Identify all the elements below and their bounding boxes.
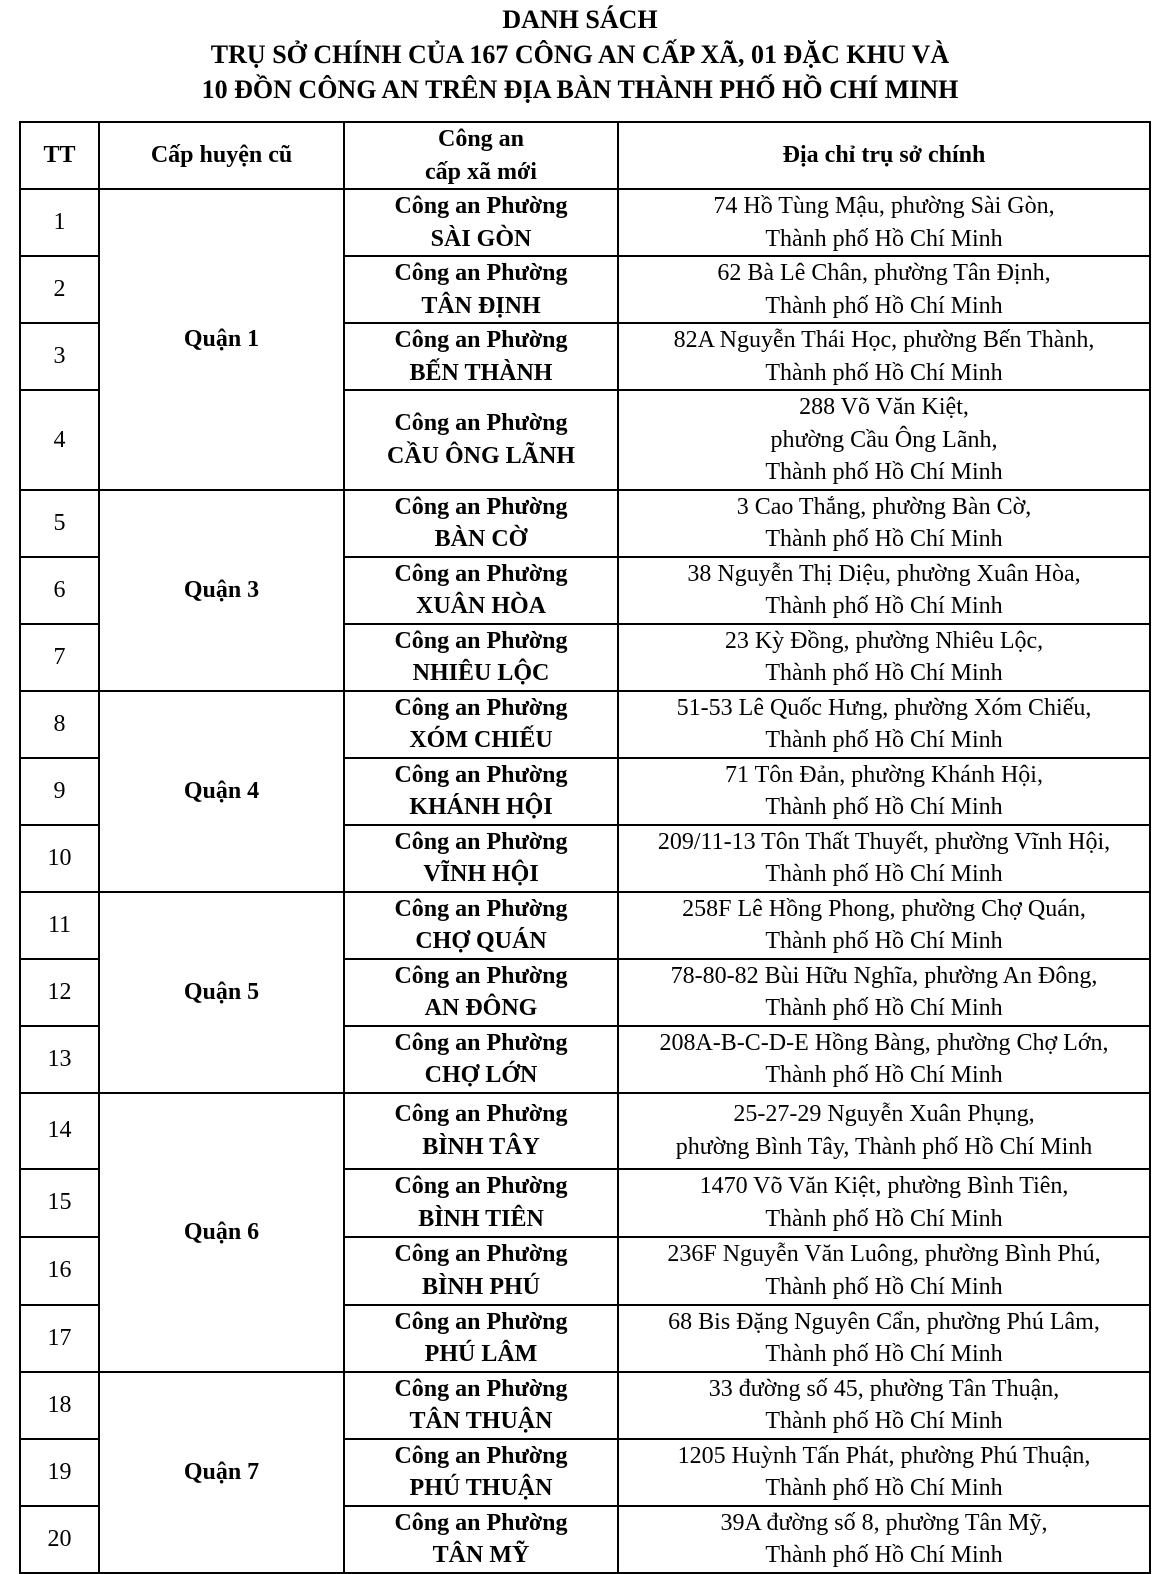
address-line: Thành phố Hồ Chí Minh (765, 593, 1003, 619)
header-ward-line-2: cấp xã mới (425, 158, 537, 185)
ward-name: BÌNH PHÚ (421, 1273, 540, 1300)
title-line-2: TRỤ SỞ CHÍNH CỦA 167 CÔNG AN CẤP XÃ, 01 ĐẶC KHU VÀ (210, 40, 950, 69)
address-line: Thành phố Hồ Chí Minh (765, 727, 1003, 753)
ward-cell (344, 1237, 618, 1305)
address-line: 236F Nguyễn Văn Luông, phường Bình Phú, (667, 1241, 1101, 1267)
address-line: 68 Bis Đặng Nguyên Cẩn, phường Phú Lâm, (668, 1308, 1100, 1335)
row-number: 12 (20, 959, 99, 1026)
ward-prefix: Công an Phường (394, 962, 568, 989)
ward-name: BÀN CỜ (434, 526, 528, 552)
header-ward (344, 122, 618, 189)
table-row (20, 490, 1150, 557)
ward-name: CHỢ QUÁN (415, 928, 547, 954)
ward-cell (344, 557, 618, 624)
ward-name: AN ĐÔNG (424, 995, 538, 1021)
address-line: 1470 Võ Văn Kiệt, phường Bình Tiên, (699, 1173, 1069, 1199)
address-cell (618, 1506, 1150, 1573)
row-number: 18 (20, 1372, 99, 1439)
address-line: 25-27-29 Nguyễn Xuân Phụng, (733, 1101, 1035, 1127)
address-cell (618, 323, 1150, 390)
ward-cell (344, 1506, 618, 1573)
row-number: 4 (20, 390, 99, 490)
ward-prefix: Công an Phường (394, 694, 568, 721)
ward-prefix: Công an Phường (394, 410, 568, 437)
address-line: Thành phố Hồ Chí Minh (765, 1205, 1003, 1232)
address-line: 39A đường số 8, phường Tân Mỹ, (720, 1509, 1048, 1536)
header-ward-line-1: Công an (437, 126, 525, 152)
ward-prefix: Công an Phường (394, 1029, 568, 1056)
table-header-row (20, 122, 1150, 189)
district-cell: Quận 1 (99, 189, 344, 490)
address-cell (618, 1169, 1150, 1237)
address-cell (618, 189, 1150, 256)
address-line: Thành phố Hồ Chí Minh (765, 359, 1003, 386)
ward-name: TÂN MỸ (432, 1542, 530, 1568)
ward-name: SÀI GÒN (430, 225, 532, 252)
ward-cell (344, 1169, 618, 1237)
row-number: 16 (20, 1237, 99, 1305)
ward-cell (344, 1026, 618, 1093)
ward-cell (344, 323, 618, 390)
address-line: Thành phố Hồ Chí Minh (765, 1062, 1003, 1088)
row-number: 19 (20, 1439, 99, 1506)
header-address: Địa chỉ trụ sở chính (618, 122, 1150, 189)
address-cell (618, 691, 1150, 758)
table-row (20, 691, 1150, 758)
address-cell (618, 1093, 1150, 1169)
table-row (20, 1372, 1150, 1439)
police-hq-table (19, 121, 1151, 1574)
address-line: 78-80-82 Bùi Hữu Nghĩa, phường An Đông, (670, 962, 1098, 989)
address-line: 33 đường số 45, phường Tân Thuận, (708, 1375, 1060, 1402)
address-line: Thành phố Hồ Chí Minh (765, 928, 1003, 954)
address-cell (618, 959, 1150, 1026)
address-line: 51-53 Lê Quốc Hưng, phường Xóm Chiếu, (676, 694, 1092, 721)
address-line: Thành phố Hồ Chí Minh (765, 995, 1003, 1021)
address-line: Thành phố Hồ Chí Minh (765, 1542, 1003, 1568)
address-cell (618, 490, 1150, 557)
address-line: 38 Nguyễn Thị Diệu, phường Xuân Hòa, (687, 560, 1081, 587)
address-line: 71 Tôn Đản, phường Khánh Hội, (725, 761, 1043, 788)
ward-name: PHÚ LÂM (424, 1341, 538, 1367)
ward-name: BÌNH TIÊN (418, 1205, 544, 1232)
ward-prefix: Công an Phường (394, 493, 568, 520)
ward-prefix: Công an Phường (394, 560, 568, 587)
address-line: 23 Kỳ Đồng, phường Nhiêu Lộc, (724, 627, 1044, 654)
ward-cell (344, 1439, 618, 1506)
ward-cell (344, 390, 618, 490)
ward-prefix: Công an Phường (394, 327, 568, 353)
address-cell (618, 825, 1150, 892)
address-cell (618, 256, 1150, 323)
ward-name: TÂN THUẬN (409, 1408, 553, 1434)
ward-cell (344, 256, 618, 323)
address-cell (618, 1305, 1150, 1372)
address-line: 288 Võ Văn Kiệt, (799, 394, 969, 420)
address-cell (618, 1237, 1150, 1305)
document-title (0, 2, 1160, 107)
ward-name: CHỢ LỚN (424, 1062, 538, 1088)
table-row (20, 189, 1150, 256)
address-line: Thành phố Hồ Chí Minh (765, 1341, 1003, 1367)
ward-prefix: Công an Phường (394, 627, 568, 654)
row-number: 15 (20, 1169, 99, 1237)
row-number: 8 (20, 691, 99, 758)
ward-name: BÌNH TÂY (422, 1133, 540, 1160)
district-cell: Quận 3 (99, 490, 344, 691)
ward-name: BẾN THÀNH (409, 359, 553, 386)
ward-cell (344, 825, 618, 892)
ward-name: VĨNH HỘI (423, 861, 539, 887)
title-line-3: 10 ĐỒN CÔNG AN TRÊN ĐỊA BÀN THÀNH PHỐ HỒ CHÍ MINH (201, 75, 959, 104)
ward-prefix: Công an Phường (394, 1173, 568, 1199)
ward-prefix: Công an Phường (394, 1308, 568, 1335)
address-cell (618, 557, 1150, 624)
address-line: phường Bình Tây, Thành phố Hồ Chí Minh (675, 1133, 1093, 1160)
address-cell (618, 1439, 1150, 1506)
ward-name: CẦU ÔNG LÃNH (386, 442, 575, 469)
address-line: Thành phố Hồ Chí Minh (765, 459, 1003, 485)
district-cell: Quận 6 (99, 1093, 344, 1372)
address-line: Thành phố Hồ Chí Minh (765, 225, 1003, 252)
address-cell (618, 1026, 1150, 1093)
ward-cell (344, 892, 618, 959)
address-cell (618, 624, 1150, 691)
ward-name: XUÂN HÒA (416, 593, 546, 619)
address-line: 209/11-13 Tôn Thất Thuyết, phường Vĩnh Hội, (657, 828, 1111, 855)
address-line: Thành phố Hồ Chí Minh (765, 1475, 1003, 1501)
table-row (20, 892, 1150, 959)
address-line: 74 Hồ Tùng Mậu, phường Sài Gòn, (713, 193, 1055, 219)
ward-cell (344, 189, 618, 256)
address-line: 82A Nguyễn Thái Học, phường Bến Thành, (673, 327, 1095, 353)
address-line: 3 Cao Thắng, phường Bàn Cờ, (736, 493, 1032, 520)
address-line: 1205 Huỳnh Tấn Phát, phường Phú Thuận, (677, 1442, 1091, 1469)
address-line: Thành phố Hồ Chí Minh (765, 526, 1003, 552)
address-line: phường Cầu Ông Lãnh, (770, 426, 998, 453)
title-line-1: DANH SÁCH (502, 5, 658, 34)
table-body (20, 189, 1150, 1573)
row-number: 5 (20, 490, 99, 557)
ward-prefix: Công an Phường (394, 761, 568, 788)
header-district: Cấp huyện cũ (99, 122, 344, 189)
address-cell (618, 390, 1150, 490)
ward-prefix: Công an Phường (394, 895, 568, 922)
ward-cell (344, 1305, 618, 1372)
row-number: 6 (20, 557, 99, 624)
ward-prefix: Công an Phường (394, 1442, 568, 1469)
address-line: Thành phố Hồ Chí Minh (765, 292, 1003, 319)
ward-cell (344, 1093, 618, 1169)
row-number: 7 (20, 624, 99, 691)
row-number: 17 (20, 1305, 99, 1372)
ward-name: XÓM CHIẾU (409, 727, 553, 753)
row-number: 14 (20, 1093, 99, 1169)
ward-name: KHÁNH HỘI (409, 794, 553, 820)
ward-name: TÂN ĐỊNH (421, 292, 541, 319)
address-line: Thành phố Hồ Chí Minh (765, 1273, 1003, 1300)
address-cell (618, 758, 1150, 825)
row-number: 1 (20, 189, 99, 256)
ward-cell (344, 1372, 618, 1439)
address-line: Thành phố Hồ Chí Minh (765, 794, 1003, 820)
ward-name: PHÚ THUẬN (409, 1475, 553, 1501)
address-line: 208A-B-C-D-E Hồng Bàng, phường Chợ Lớn, (659, 1029, 1109, 1056)
ward-prefix: Công an Phường (394, 1375, 568, 1402)
ward-cell (344, 758, 618, 825)
row-number: 3 (20, 323, 99, 390)
address-line: 62 Bà Lê Chân, phường Tân Định, (717, 260, 1051, 286)
district-cell: Quận 5 (99, 892, 344, 1093)
address-cell (618, 892, 1150, 959)
ward-cell (344, 959, 618, 1026)
ward-cell (344, 490, 618, 557)
header-tt: TT (20, 122, 99, 189)
ward-prefix: Công an Phường (394, 1509, 568, 1536)
ward-cell (344, 624, 618, 691)
row-number: 2 (20, 256, 99, 323)
ward-prefix: Công an Phường (394, 193, 568, 219)
ward-prefix: Công an Phường (394, 260, 568, 286)
address-cell (618, 1372, 1150, 1439)
row-number: 10 (20, 825, 99, 892)
ward-cell (344, 691, 618, 758)
row-number: 20 (20, 1506, 99, 1573)
district-cell: Quận 4 (99, 691, 344, 892)
ward-prefix: Công an Phường (394, 828, 568, 855)
address-line: Thành phố Hồ Chí Minh (765, 660, 1003, 686)
row-number: 13 (20, 1026, 99, 1093)
ward-name: NHIÊU LỘC (412, 660, 550, 686)
table-row (20, 1093, 1150, 1169)
address-line: Thành phố Hồ Chí Minh (765, 861, 1003, 887)
address-line: Thành phố Hồ Chí Minh (765, 1408, 1003, 1434)
row-number: 9 (20, 758, 99, 825)
district-cell: Quận 7 (99, 1372, 344, 1573)
address-line: 258F Lê Hồng Phong, phường Chợ Quán, (682, 895, 1086, 922)
row-number: 11 (20, 892, 99, 959)
ward-prefix: Công an Phường (394, 1241, 568, 1267)
ward-prefix: Công an Phường (394, 1101, 568, 1127)
